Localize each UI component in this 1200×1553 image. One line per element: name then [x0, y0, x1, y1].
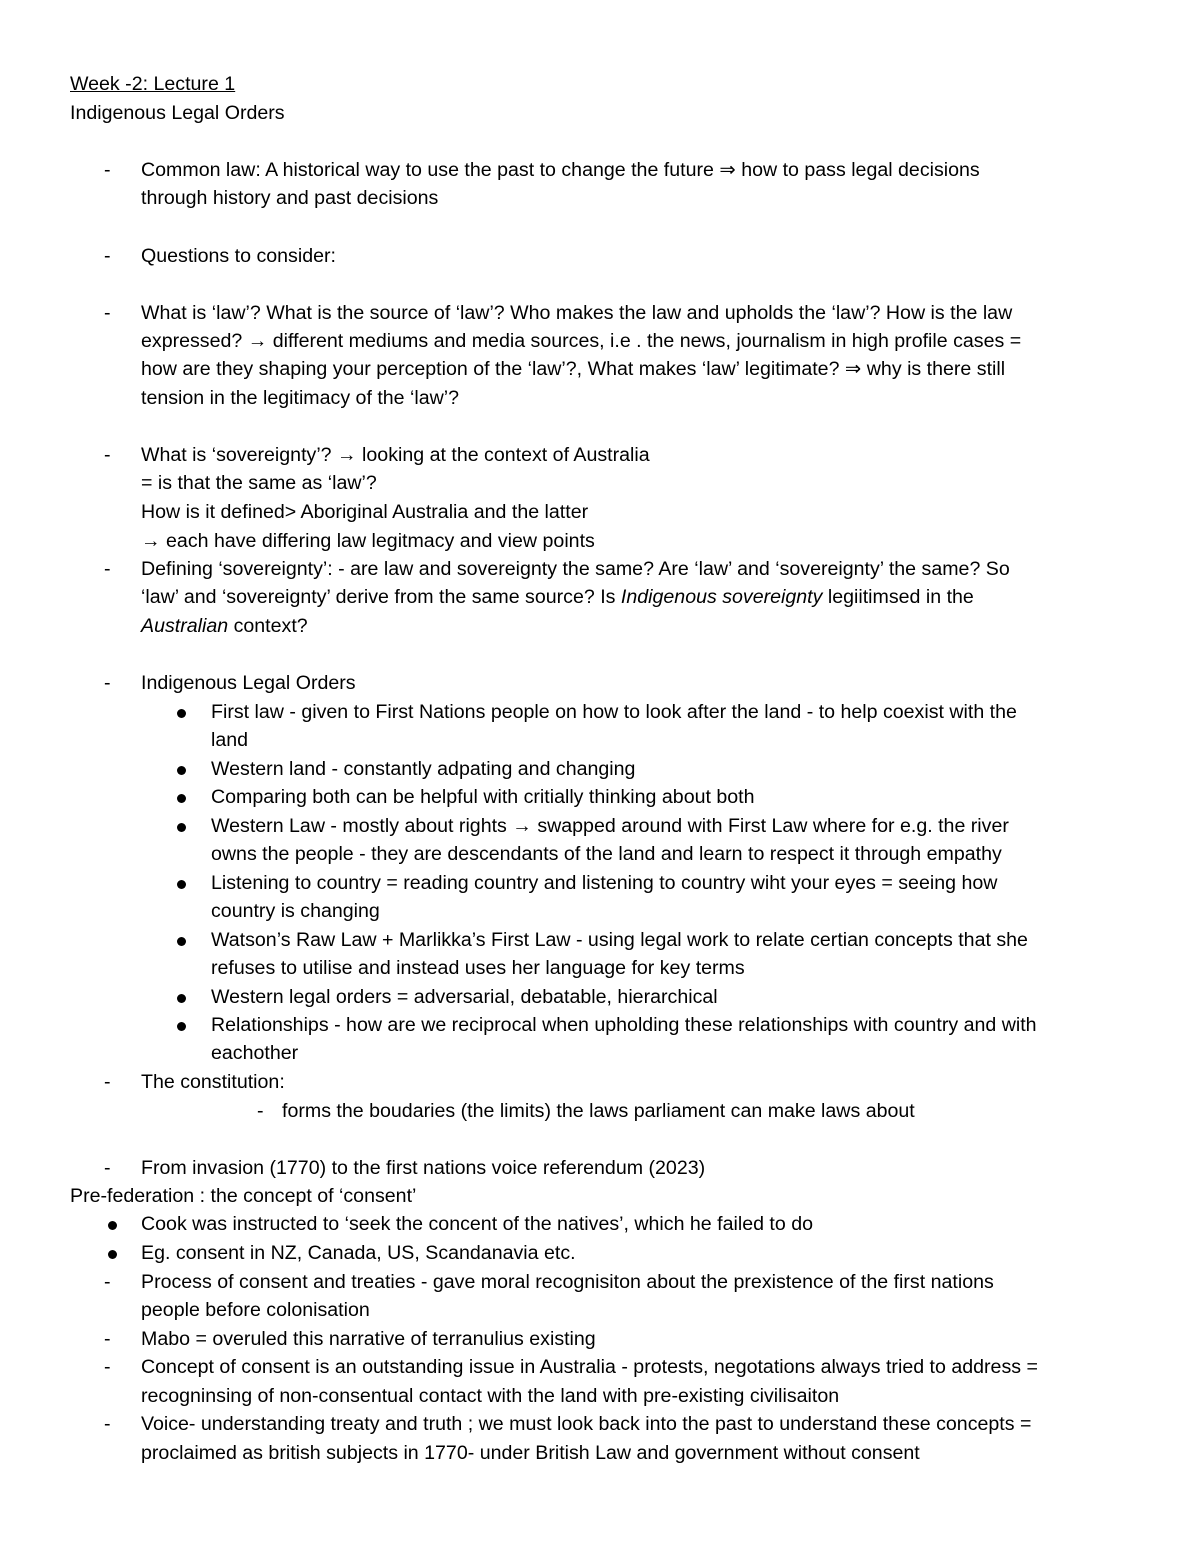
defining-line-2-post: legiitimsed in the: [822, 586, 974, 608]
ilo-bullet-4-cont: owns the people - they are descendants of the land and learn to respect it through empathy: [211, 843, 1002, 865]
constitution-heading: The constitution:: [141, 1071, 285, 1093]
ilo-heading: Indigenous Legal Orders: [141, 672, 356, 694]
dash-marker: -: [104, 1356, 111, 1378]
bullet-dot: [177, 937, 186, 946]
dash-marker: -: [104, 1328, 111, 1350]
ilo-bullet-8: Relationships - how are we reciprocal when upholding these relationships with country and with: [211, 1014, 1037, 1036]
bullet-dot: [177, 994, 186, 1003]
dash-marker: -: [104, 672, 111, 694]
ilo-bullet-5: Listening to country = reading country and listening to country wiht your eyes = seeing how: [211, 872, 998, 894]
constitution-sub: forms the boudaries (the limits) the laws parliament can make laws about: [282, 1100, 915, 1122]
bullet-dot: [177, 880, 186, 889]
sovereignty-line-2: = is that the same as ‘law’?: [141, 472, 377, 494]
dash-marker: -: [104, 558, 111, 580]
bullet-dot: [177, 709, 186, 718]
ilo-bullet-2: Western land - constantly adpating and changing: [211, 758, 636, 780]
dash-marker: -: [104, 1271, 111, 1293]
page-title: Week -2: Lecture 1: [70, 73, 236, 95]
dash-marker: -: [104, 1157, 111, 1179]
ilo-bullet-1-cont: land: [211, 729, 249, 751]
law-questions-line-3: how are they shaping your perception of the ‘law’?, What makes ‘law’ legitimate? ⇒ why is there still: [141, 358, 1006, 380]
defining-line-3-italic: Australian: [141, 615, 229, 637]
invasion-line: From invasion (1770) to the first nations voice referendum (2023): [141, 1157, 706, 1179]
prefed-dash-2: Mabo = overuled this narrative of terranulius existing: [141, 1328, 596, 1350]
dash-marker: -: [104, 302, 111, 324]
prefed-dash-3: Concept of consent is an outstanding issue in Australia - protests, negotations always tried to address =: [141, 1356, 1038, 1378]
defining-line-2: [141, 583, 974, 612]
common-law-line-1: Common law: A historical way to use the past to change the future ⇒ how to pass legal decisions: [141, 159, 980, 181]
defining-line-3-post: context?: [228, 615, 308, 637]
ilo-bullet-6-cont: refuses to utilise and instead uses her language for key terms: [211, 957, 745, 979]
bullet-dot: [177, 766, 186, 775]
questions-heading: Questions to consider:: [141, 245, 336, 267]
prefed-dash-4-cont: proclaimed as british subjects in 1770- under British Law and government without consent: [141, 1442, 920, 1464]
prefed-dot-1: Cook was instructed to ‘seek the concent of the natives’, which he failed to do: [141, 1213, 814, 1235]
sovereignty-line-3: How is it defined> Aboriginal Australia and the latter: [141, 501, 589, 523]
ilo-bullet-5-cont: country is changing: [211, 900, 380, 922]
dash-marker: -: [104, 1413, 111, 1435]
bullet-dot: [177, 794, 186, 803]
defining-line-3: [141, 612, 308, 641]
defining-line-2-pre: ‘law’ and ‘sovereignty’ derive from the same source? Is: [141, 586, 621, 608]
bullet-dot: [177, 823, 186, 832]
bullet-dot: [177, 1022, 186, 1031]
dash-marker: -: [104, 1071, 111, 1093]
law-questions-line-2: expressed? → different mediums and media sources, i.e . the news, journalism in high profile cases =: [141, 330, 1022, 352]
prefed-dot-2: Eg. consent in NZ, Canada, US, Scandanavia etc.: [141, 1242, 576, 1264]
bullet-dot: [108, 1250, 117, 1259]
prefed-dash-1-cont: people before colonisation: [141, 1299, 370, 1321]
dash-marker: -: [104, 159, 111, 181]
bullet-dot: [108, 1221, 117, 1230]
sovereignty-line-4: → each have differing law legitmacy and view points: [141, 530, 595, 552]
ilo-bullet-1: First law - given to First Nations people on how to look after the land - to help coexist with the: [211, 701, 1017, 723]
page-subtitle: Indigenous Legal Orders: [70, 102, 285, 124]
law-questions-line-4: tension in the legitimacy of the ‘law’?: [141, 387, 460, 409]
dash-marker: -: [104, 444, 111, 466]
common-law-line-2: through history and past decisions: [141, 187, 439, 209]
dash-marker: -: [257, 1100, 264, 1122]
sovereignty-line-1: What is ‘sovereignty’? → looking at the context of Australia: [141, 444, 650, 466]
ilo-bullet-8-cont: eachother: [211, 1042, 299, 1064]
defining-line-1: Defining ‘sovereignty’: - are law and sovereignty the same? Are ‘law’ and ‘sovereignty’ the same? So: [141, 558, 1010, 580]
ilo-bullet-6: Watson’s Raw Law + Marlikka’s First Law - using legal work to relate certian concepts that she: [211, 929, 1028, 951]
prefed-dash-3-cont: recogninsing of non-consentual contact with the land with pre-existing civilisaiton: [141, 1385, 840, 1407]
prefed-dash-4: Voice- understanding treaty and truth ; we must look back into the past to understand these concepts =: [141, 1413, 1032, 1435]
law-questions-line-1: What is ‘law’? What is the source of ‘law’? Who makes the law and upholds the ‘law’? How is the law: [141, 302, 1013, 324]
ilo-bullet-4: Western Law - mostly about rights → swapped around with First Law where for e.g. the river: [211, 815, 1009, 837]
prefed-heading: Pre-federation : the concept of ‘consent’: [70, 1185, 417, 1207]
defining-line-2-italic: Indigenous sovereignty: [620, 586, 823, 608]
dash-marker: -: [104, 245, 111, 267]
ilo-bullet-7: Western legal orders = adversarial, debatable, hierarchical: [211, 986, 718, 1008]
prefed-dash-1: Process of consent and treaties - gave moral recognisiton about the prexistence of the first nations: [141, 1271, 994, 1293]
ilo-bullet-3: Comparing both can be helpful with critially thinking about both: [211, 786, 755, 808]
